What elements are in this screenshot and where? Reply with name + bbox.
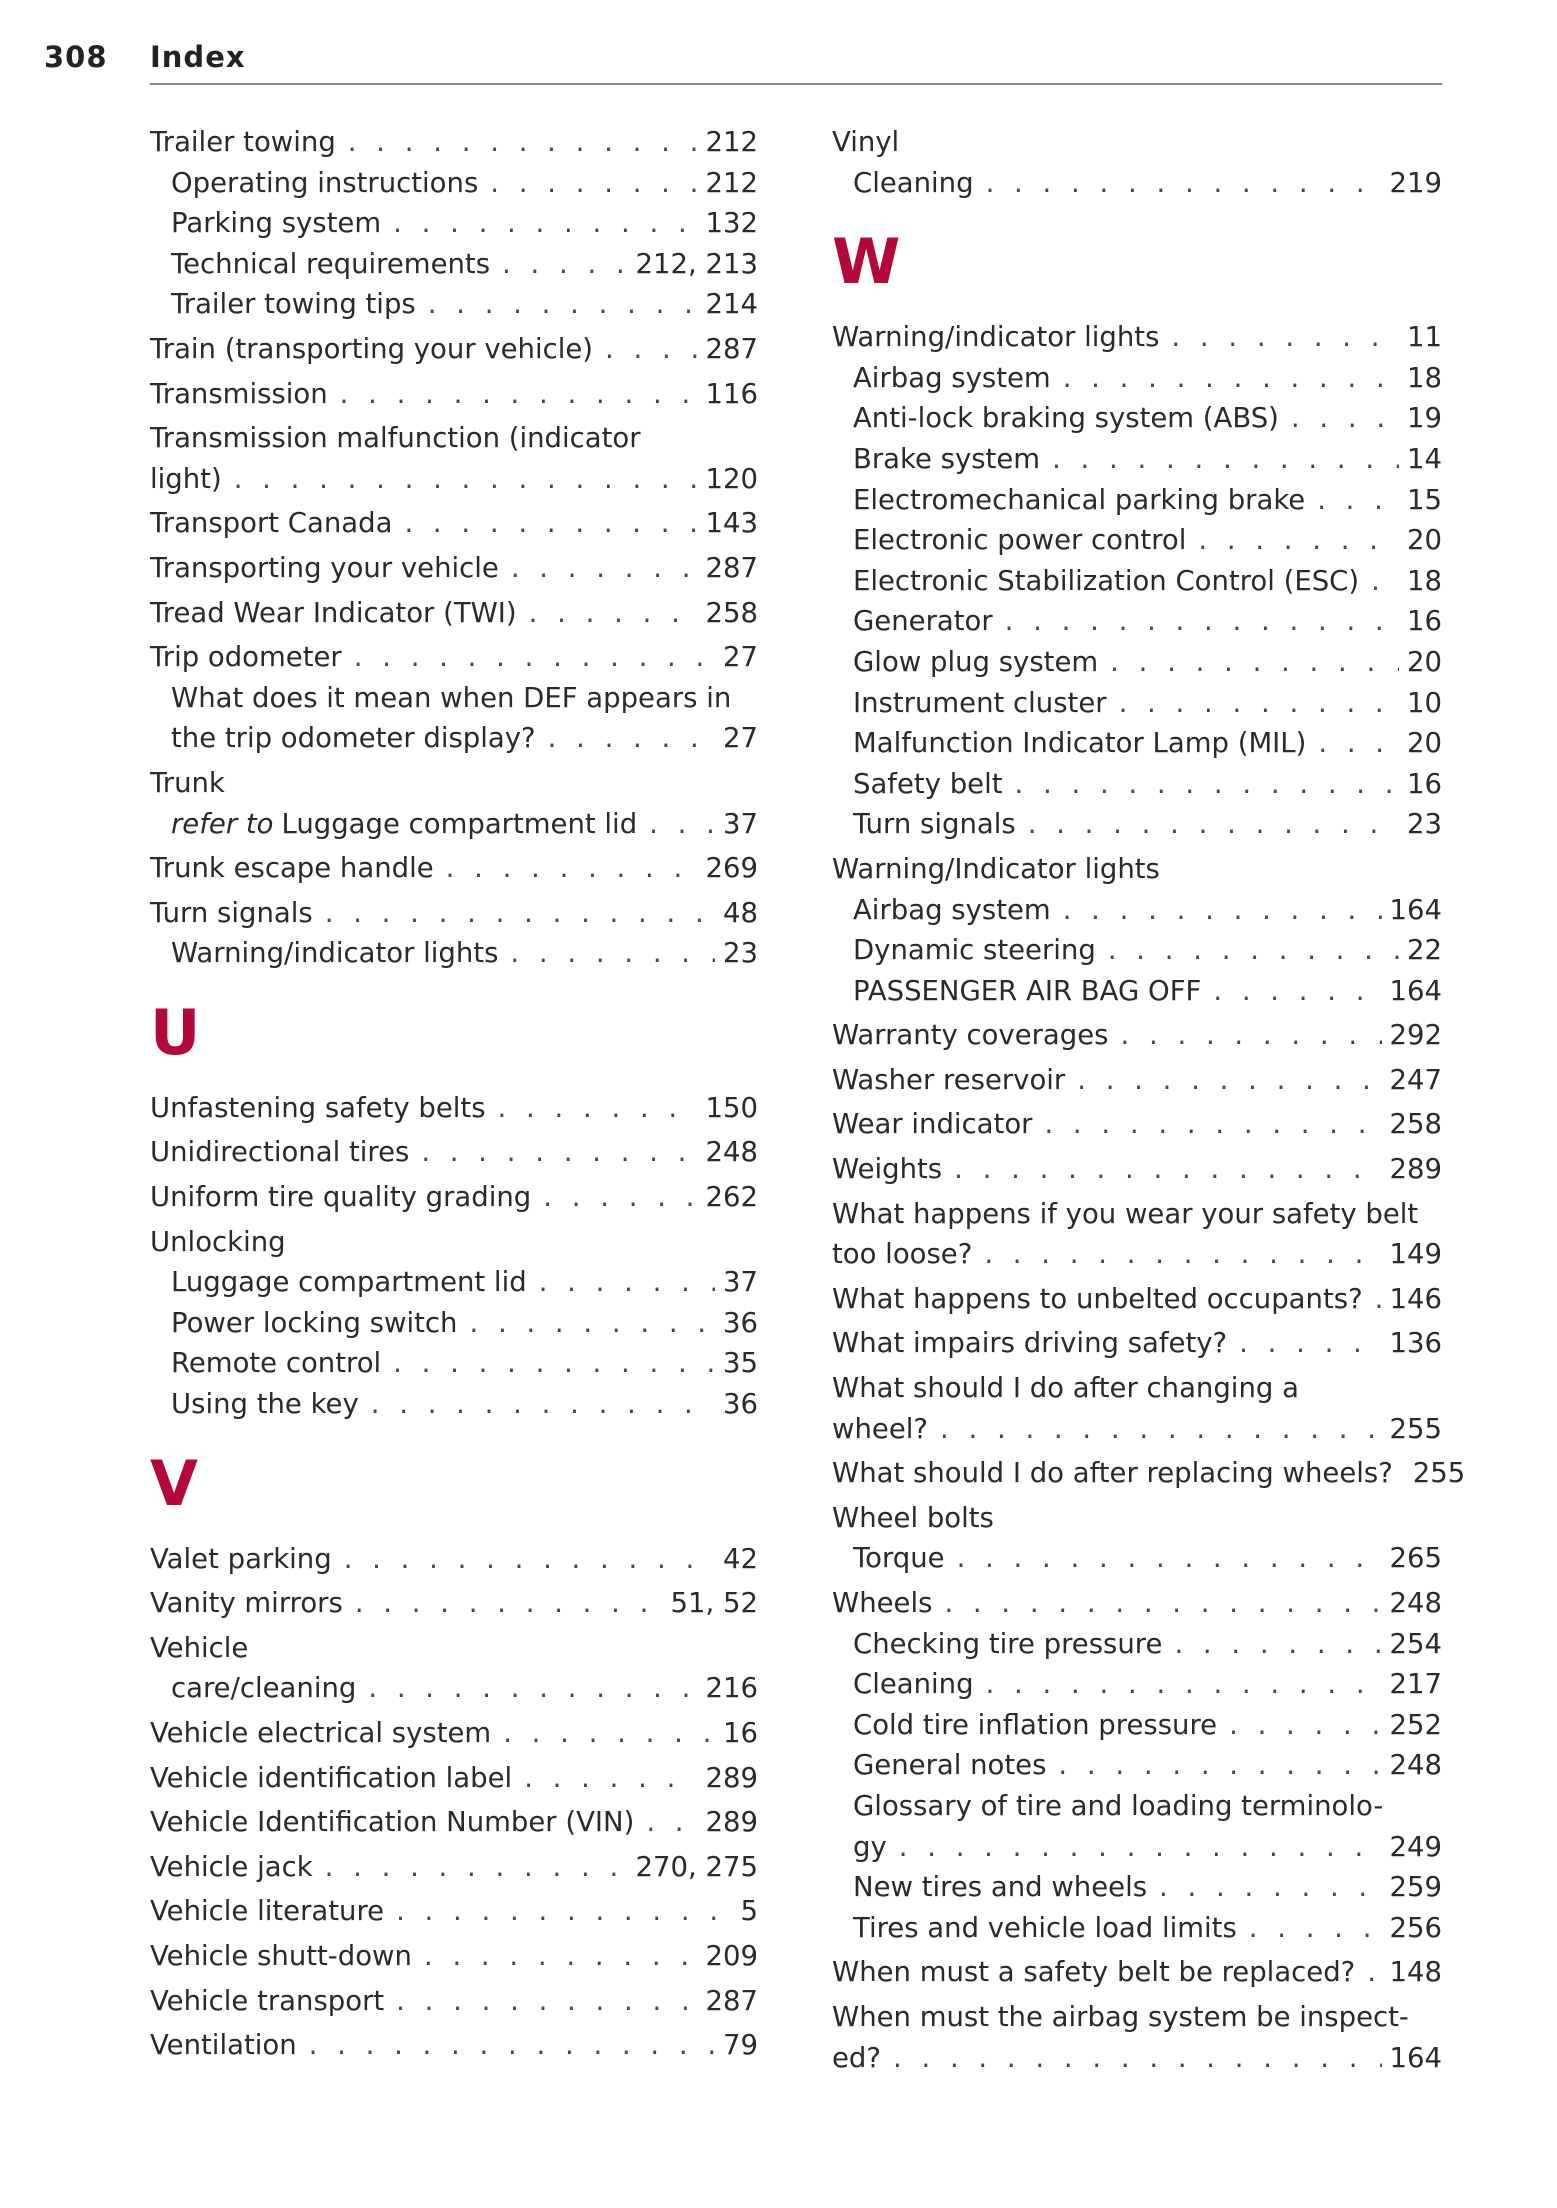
index-entry-wrap: What should I do after changing a [832, 1372, 1299, 1405]
index-entry: Vehicle Identification Number (VIN) . . . 289 [150, 1802, 758, 1843]
index-subentry: PASSENGER AIR BAG OFF . . . 164 [832, 971, 1442, 1012]
index-entry: Trunk [150, 766, 225, 799]
index-entry: Vinyl [832, 126, 900, 158]
index-entry: Valet parking . . . 42 [150, 1539, 758, 1580]
index-entry: Unfastening safety belts . . . 150 [150, 1088, 758, 1129]
index-subentry: refer to Luggage compartment lid . . . 37 [150, 804, 758, 845]
index-entry: Warranty coverages . . . 292 [832, 1015, 1442, 1056]
index-entry: Vanity mirrors . . . 51, 52 [150, 1583, 758, 1624]
index-entry: When must a safety belt be replaced? . . . 148 [832, 1952, 1442, 1993]
index-subentry: Parking system . . . 132 [150, 203, 758, 244]
index-entry: Train (transporting your vehicle) . . . 287 [150, 329, 758, 370]
index-entry: Transporting your vehicle . . . 287 [150, 548, 758, 589]
index-subentry: Glow plug system . . . 20 [832, 642, 1442, 683]
index-entry: Vehicle transport . . . 287 [150, 1981, 758, 2022]
index-subentry: Electronic Stabilization Control (ESC) . . . 18 [832, 561, 1442, 602]
index-entry: Wheels . . . 248 [832, 1583, 1442, 1624]
index-column-left [150, 122, 758, 2066]
index-entry: Tread Wear Indicator (TWI) . . . 258 [150, 593, 758, 634]
index-entry: Vehicle electrical system . . . 16 [150, 1713, 758, 1754]
index-subentry: gy . . . 249 [832, 1827, 1442, 1868]
index-entry: What should I do after replacing wheels? 255 [832, 1457, 1466, 1490]
index-entry: What happens to unbelted occupants? . . . 146 [832, 1279, 1442, 1320]
index-entry: Transport Canada . . . 143 [150, 503, 758, 544]
index-entry: Trailer towing . . . 212 [150, 122, 758, 163]
index-entry: Ventilation . . . 79 [150, 2025, 758, 2066]
index-subentry: Power locking switch . . . 36 [150, 1303, 758, 1344]
index-subentry: Cleaning . . . 219 [832, 163, 1442, 204]
index-entry: Unidirectional tires . . . 248 [150, 1132, 758, 1173]
index-entry: Trunk escape handle . . . 269 [150, 848, 758, 889]
refer-to-label: refer to [171, 807, 274, 840]
index-entry: Vehicle [150, 1631, 249, 1664]
index-entry: light) . . . 120 [150, 459, 758, 500]
index-subentry: care/cleaning . . . 216 [150, 1668, 758, 1709]
index-subentry: Warning/indicator lights . . . 23 [150, 933, 758, 974]
index-subentry: Remote control . . . 35 [150, 1343, 758, 1384]
index-subentry: Cleaning . . . 217 [832, 1664, 1442, 1705]
index-entry: Warning/indicator lights . . . 11 [832, 317, 1442, 358]
index-entry: ed? . . . 164 [832, 2038, 1442, 2079]
index-entry: wheel? . . . 255 [832, 1409, 1442, 1450]
section-title: Index [150, 40, 246, 74]
section-letter-w: W [832, 225, 901, 299]
index-entry: Vehicle identification label . . . 289 [150, 1758, 758, 1799]
page-header [44, 40, 1436, 86]
index-subentry: Dynamic steering . . . 22 [832, 930, 1442, 971]
index-subentry: Malfunction Indicator Lamp (MIL) . . . 20 [832, 723, 1442, 764]
index-entry: Wheel bolts [832, 1501, 994, 1534]
index-subentry: Electronic power control . . . 20 [832, 520, 1442, 561]
index-subentry: Turn signals . . . 23 [832, 804, 1442, 845]
index-subentry: Instrument cluster . . . 10 [832, 683, 1442, 724]
index-subentry: Anti-lock braking system (ABS) . . . 19 [832, 398, 1442, 439]
index-entry: Uniform tire quality grading . . . 262 [150, 1177, 758, 1218]
index-subentry: the trip odometer display? . . . 27 [150, 718, 758, 759]
index-column-right [832, 122, 1466, 2078]
index-entry: Trip odometer . . . 27 [150, 637, 758, 678]
section-letter-u: U [150, 995, 201, 1069]
index-subentry-wrap: What does it mean when DEF appears in [171, 681, 732, 714]
index-subentry: Trailer towing tips . . . 214 [150, 284, 758, 325]
index-subentry: Operating instructions . . . 212 [150, 163, 758, 204]
index-subentry-wrap: Glossary of tire and loading terminolo- [853, 1789, 1384, 1822]
index-subentry: Checking tire pressure . . . 254 [832, 1624, 1442, 1665]
index-entry: Wear indicator . . . 258 [832, 1104, 1442, 1145]
index-subentry: Safety belt . . . 16 [832, 764, 1442, 805]
index-subentry: Technical requirements . . . 212, 213 [150, 244, 758, 285]
index-entry: Vehicle jack . . . 270, 275 [150, 1847, 758, 1888]
index-subentry: Airbag system . . . 18 [832, 358, 1442, 399]
index-subentry: Luggage compartment lid . . . 37 [150, 1262, 758, 1303]
page-number: 308 [44, 40, 108, 74]
index-subentry: General notes . . . 248 [832, 1745, 1442, 1786]
index-entry: too loose? . . . 149 [832, 1234, 1442, 1275]
index-entry: Unlocking [150, 1225, 286, 1258]
index-subentry: New tires and wheels . . . 259 [832, 1867, 1442, 1908]
index-entry-wrap: Transmission malfunction (indicator [150, 422, 641, 455]
index-subentry: Generator . . . 16 [832, 601, 1442, 642]
index-entry-wrap: What happens if you wear your safety belt [832, 1197, 1419, 1230]
section-letter-v: V [150, 1446, 198, 1520]
index-entry: Turn signals . . . 48 [150, 893, 758, 934]
index-subentry: Cold tire inflation pressure . . . 252 [832, 1705, 1442, 1746]
index-entry: Transmission . . . 116 [150, 374, 758, 415]
index-subentry: Tires and vehicle load limits . . . 256 [832, 1908, 1442, 1949]
index-entry: Vehicle literature . . . 5 [150, 1891, 758, 1932]
header-rule [150, 83, 1442, 85]
index-entry: What impairs driving safety? . . . 136 [832, 1323, 1442, 1364]
index-subentry: Torque . . . 265 [832, 1538, 1442, 1579]
index-subentry: Electromechanical parking brake . . . 15 [832, 480, 1442, 521]
index-entry: Washer reservoir . . . 247 [832, 1060, 1442, 1101]
index-subentry: Brake system . . . 14 [832, 439, 1442, 480]
index-entry: Vehicle shutt-down . . . 209 [150, 1936, 758, 1977]
index-entry: Weights . . . 289 [832, 1149, 1442, 1190]
index-subentry: Using the key . . . 36 [150, 1384, 758, 1425]
index-subentry: Airbag system . . . 164 [832, 890, 1442, 931]
index-entry: Warning/Indicator lights [832, 852, 1160, 885]
index-entry-wrap: When must the airbag system be inspect- [832, 2000, 1409, 2033]
